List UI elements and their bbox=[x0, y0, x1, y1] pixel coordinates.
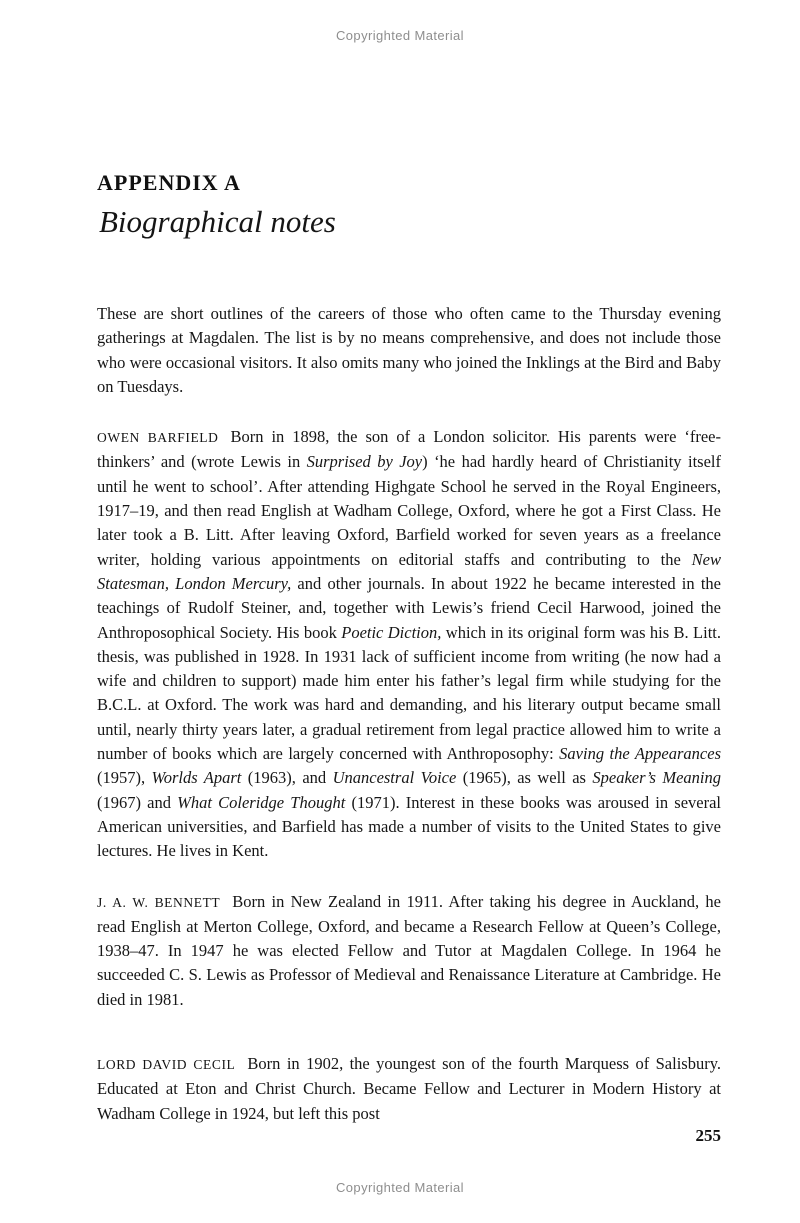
biography-entry-bennett: J. A. W. BENNETT Born in New Zealand in 1911. After taking his degree in Auckland, he read English at Merton College, Oxford, and became a Research Fellow at Queen’s College, 1938–47. In 1947 he was elected Fellow and Tutor at Magdalen College. In 1964 he succeeded C. S. Lewis as Professor of Medieval and Renaissance Literature at Cambridge. He died in 1981. bbox=[97, 891, 721, 1009]
appendix-title: APPENDIX A bbox=[97, 170, 241, 195]
intro-paragraph: These are short outlines of the careers of those who often came to the Thursday evening gatherings at Magdalen. The list is by no means comprehensive, and does not include those who were occasional visitors. It also omits many who joined the Inklings at the Bird and Baby on Tuesdays. bbox=[97, 304, 721, 396]
page-number: 255 bbox=[695, 1126, 721, 1145]
page-content bbox=[97, 0, 721, 1126]
biography-entry-cecil: LORD DAVID CECIL Born in 1902, the youngest son of the fourth Marquess of Salisbury. Educated at Eton and Christ Church. Became Fellow and Lecturer in Modern History at Wadham College in 1924, but left this post bbox=[97, 1054, 721, 1123]
copyright-watermark-header: Copyrighted Material bbox=[336, 28, 464, 43]
biography-entry-barfield: OWEN BARFIELD Born in 1898, the son of a London solicitor. His parents were ‘free-thinkers’ and (wrote Lewis in Surprised by Joy) ‘he had hardly heard of Christianity itself until he went to school’. After attending Highgate School he served in the Royal Engineers, 1917–19, and then read English at Wadham College, Oxford, where he got a First Class. He later took a B. Litt. After leaving Oxford, Barfield worked for seven years as a freelance writer, holding various appointments on editorial staffs and contributing to the New Statesman, London Mercury, and other journals. In about 1922 he became interested in the teachings of Rudolf Steiner, and, together with Lewis’s friend Cecil Harwood, joined the Anthroposophical Society. His book Poetic Diction, which in its original form was his B. Litt. thesis, was published in 1928. In 1931 lack of sufficient income from writing (he now had a wife and children to support) made him enter his father’s legal firm while studying for the B.C.L. at Oxford. The work was hard and demanding, and his literary output became small until, nearly thirty years later, a gradual retirement from legal practice allowed him to write a number of books which are largely concerned with Anthroposophy: Saving the Appearances (1957), Worlds Apart (1963), and Unancestral Voice (1965), as well as Speaker’s Meaning (1967) and What Coleridge Thought (1971). Interest in these books was aroused in several American universities, and Barfield has made a number of visits to the United States to give lectures. He lives in Kent. bbox=[97, 427, 721, 861]
entry-name-cecil: LORD DAVID CECIL bbox=[97, 1057, 236, 1073]
copyright-watermark-footer: Copyrighted Material bbox=[336, 1180, 464, 1195]
entry-name-bennett: J. A. W. BENNETT bbox=[97, 894, 221, 910]
entry-name-barfield: OWEN BARFIELD bbox=[97, 430, 219, 446]
appendix-subtitle: Biographical notes bbox=[99, 204, 336, 239]
